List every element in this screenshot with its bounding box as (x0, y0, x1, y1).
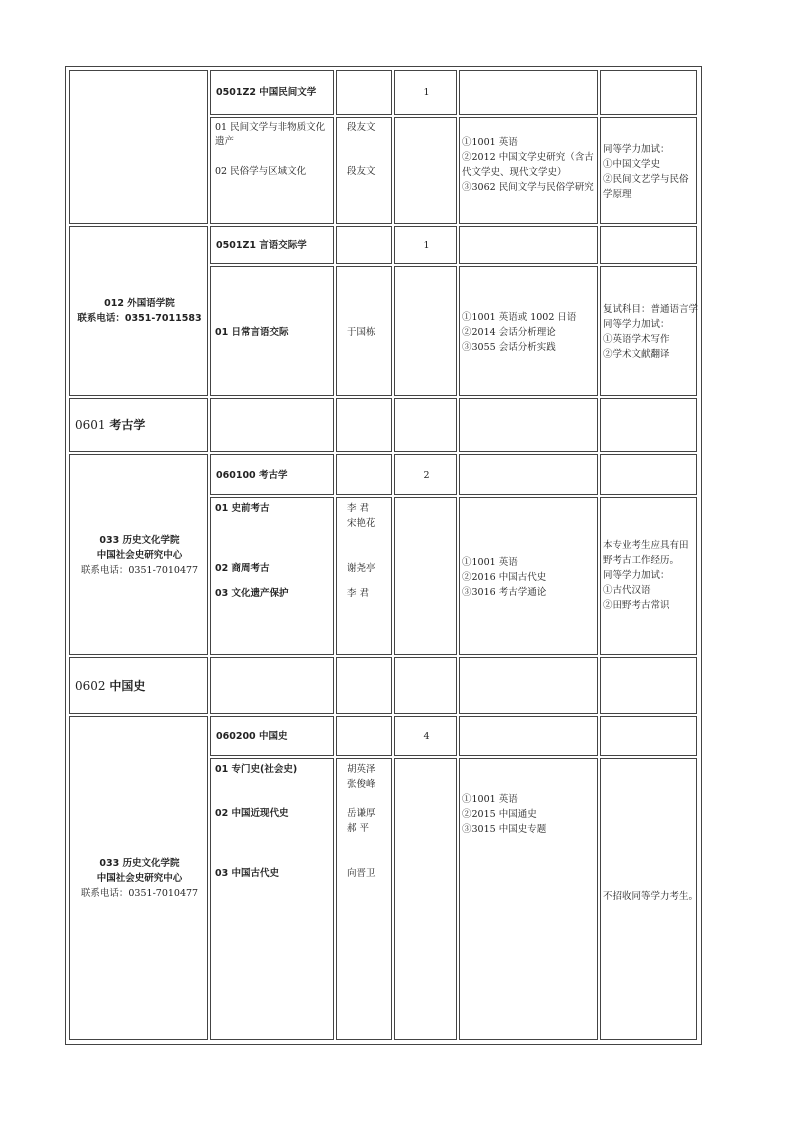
exam-subject: ②2012 中国文学史研究（含古 (462, 152, 594, 163)
count-cell (394, 70, 457, 115)
section-code: 0602 (75, 679, 110, 693)
teacher-cell (336, 117, 392, 224)
note-line: 同等学力加试： (603, 319, 670, 330)
empty-cell (210, 398, 334, 452)
teacher-name: 岳谦厚 (347, 808, 376, 819)
unit-name: 033 历史文化学院 (99, 535, 180, 546)
unit-subname: 中国社会史研究中心 (96, 873, 183, 884)
notes-header-cell (600, 454, 697, 495)
enrollment-count: 4 (423, 731, 430, 742)
unit-phone: 联系电话：0351-7011583 (77, 313, 202, 324)
unit-cell (69, 454, 208, 655)
unit-cell (69, 70, 208, 224)
major-code-cell (210, 454, 334, 495)
notes-header-cell (600, 70, 697, 115)
direction-item: 02 中国近现代史 (215, 808, 289, 819)
direction-item: 01 专门史(社会史) (215, 764, 298, 775)
teacher-name: 段友文 (347, 122, 376, 133)
teacher-cell (336, 266, 392, 396)
empty-cell (336, 657, 392, 714)
teacher-cell (336, 758, 392, 1040)
unit-phone: 联系电话：0351-7010477 (80, 565, 199, 576)
teacher-name: 于国栋 (347, 327, 376, 338)
exam-subject: ①1001 英语 (462, 557, 518, 568)
teacher-header-cell (336, 70, 392, 115)
major-code: 0501Z2 中国民间文学 (216, 87, 317, 98)
direction-cell (210, 758, 334, 1040)
major-code-cell (210, 70, 334, 115)
note-line: ①英语学术写作 (603, 334, 670, 345)
exam-header-cell (459, 454, 598, 495)
note-line: ②田野考古常识 (603, 600, 670, 611)
unit-name: 033 历史文化学院 (99, 858, 180, 869)
note-line: 同等学力加试： (603, 570, 670, 581)
enrollment-count: 2 (423, 470, 430, 481)
notes-cell (600, 758, 697, 1040)
notes-header-cell (600, 226, 697, 264)
direction-cell (210, 497, 334, 655)
note-line: 不招收同等学力考生。 (603, 891, 699, 902)
exam-subject: ③3062 民间文学与民俗学研究 (462, 182, 594, 193)
unit-name: 012 外国语学院 (104, 298, 175, 309)
admissions-table (65, 66, 702, 1045)
note-line: ②学术文献翻译 (603, 349, 670, 360)
empty-cell (336, 398, 392, 452)
count-cell (394, 117, 457, 224)
note-line: 本专业考生应具有田 (603, 540, 689, 551)
teacher-header-cell (336, 226, 392, 264)
count-cell (394, 497, 457, 655)
count-cell (394, 454, 457, 495)
teacher-header-cell (336, 454, 392, 495)
major-code-cell (210, 716, 334, 756)
direction-item: 01 史前考古 (215, 503, 270, 514)
note-line: ②民间文艺学与民俗 (603, 174, 689, 185)
notes-cell (600, 497, 697, 655)
direction-item: 02 民俗学与区域文化 (215, 166, 307, 177)
direction-cell (210, 266, 334, 396)
exam-subject: ①1001 英语 (462, 137, 518, 148)
unit-cell (69, 716, 208, 1040)
exam-header-cell (459, 70, 598, 115)
note-line: 同等学力加试： (603, 144, 670, 155)
exam-header-cell (459, 226, 598, 264)
enrollment-count: 1 (423, 87, 430, 98)
notes-cell (600, 117, 697, 224)
note-line: 野考古工作经历。 (603, 555, 680, 566)
enrollment-count: 1 (423, 240, 430, 251)
exam-subject-cont: 代文学史、现代文学史） (462, 167, 567, 178)
exam-cell (459, 117, 598, 224)
note-line: 复试科目：普通语言学 (603, 304, 699, 315)
count-cell (394, 266, 457, 396)
teacher-name: 郝 平 (347, 823, 370, 834)
major-code: 060200 中国史 (216, 731, 288, 742)
unit-cell (69, 226, 208, 396)
exam-subject: ②2014 会话分析理论 (462, 327, 556, 338)
teacher-name: 李 君 (347, 503, 370, 514)
count-cell (394, 226, 457, 264)
notes-cell (600, 266, 697, 396)
teacher-name: 宋艳花 (347, 518, 376, 529)
empty-cell (459, 657, 598, 714)
direction-item: 02 商周考古 (215, 563, 270, 574)
exam-subject: ③3015 中国史专题 (462, 824, 547, 835)
exam-subject: ③3016 考古学通论 (462, 587, 547, 598)
major-code-cell (210, 226, 334, 264)
section-name: 中国史 (109, 679, 146, 693)
empty-cell (600, 398, 697, 452)
empty-cell (394, 398, 457, 452)
exam-cell (459, 266, 598, 396)
section-header-cell (69, 398, 208, 452)
exam-cell (459, 758, 598, 1040)
empty-cell (459, 398, 598, 452)
direction-item: 01 日常言语交际 (215, 327, 289, 338)
unit-subname: 中国社会史研究中心 (96, 550, 183, 561)
section-header-cell (69, 657, 208, 714)
section-title (75, 679, 145, 694)
unit-phone: 联系电话：0351-7010477 (80, 888, 199, 899)
note-line: ①古代汉语 (603, 585, 651, 596)
teacher-name: 谢尧亭 (347, 563, 376, 574)
count-cell (394, 716, 457, 756)
teacher-header-cell (336, 716, 392, 756)
teacher-name: 段友文 (347, 166, 376, 177)
teacher-name: 李 君 (347, 588, 370, 599)
exam-cell (459, 497, 598, 655)
teacher-name: 胡英泽 (347, 764, 376, 775)
notes-header-cell (600, 716, 697, 756)
note-line: 学原理 (603, 189, 632, 200)
count-cell (394, 758, 457, 1040)
exam-subject: ①1001 英语或 1002 日语 (462, 312, 577, 323)
exam-subject: ③3055 会话分析实践 (462, 342, 556, 353)
major-code: 060100 考古学 (216, 470, 288, 481)
direction-item: 03 中国古代史 (215, 868, 280, 879)
direction-item: 03 文化遗产保护 (215, 588, 289, 599)
exam-subject: ②2016 中国古代史 (462, 572, 547, 583)
teacher-name: 张俊峰 (347, 779, 376, 790)
major-code: 0501Z1 言语交际学 (216, 240, 307, 251)
section-title (75, 418, 145, 433)
exam-subject: ①1001 英语 (462, 794, 518, 805)
note-line: ①中国文学史 (603, 159, 661, 170)
empty-cell (394, 657, 457, 714)
exam-subject: ②2015 中国通史 (462, 809, 537, 820)
teacher-name: 向晋卫 (347, 868, 376, 879)
teacher-cell (336, 497, 392, 655)
section-name: 考古学 (109, 418, 146, 432)
direction-item: 01 民间文学与非物质文化 (215, 122, 326, 133)
empty-cell (210, 657, 334, 714)
direction-item-cont: 遗产 (215, 136, 235, 147)
direction-cell (210, 117, 334, 224)
section-code: 0601 (75, 418, 110, 432)
exam-header-cell (459, 716, 598, 756)
empty-cell (600, 657, 697, 714)
